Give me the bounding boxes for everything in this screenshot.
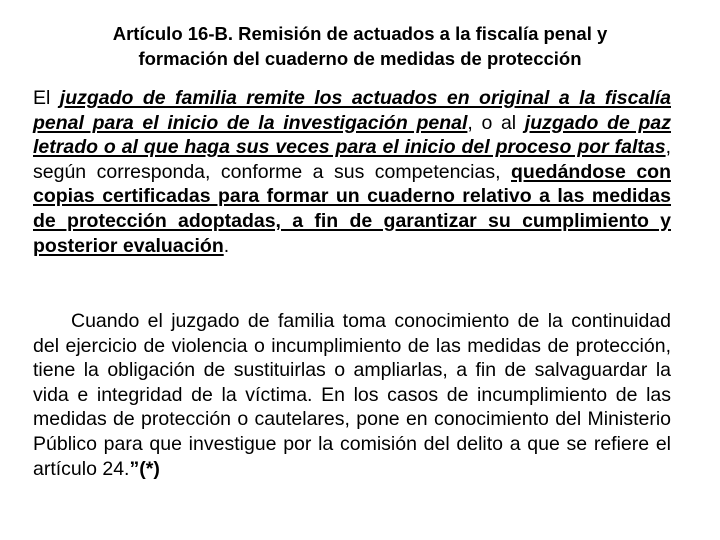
article-title [40, 21, 680, 71]
paragraph-1-end: . [223, 234, 230, 257]
paragraph-1-middle: , según corresponda, conforme a sus competencias, [33, 136, 671, 183]
paragraph-2-text: Cuando el juzgado de familia toma conocimiento de la continuidad del ejercicio de violencia o incumplimiento de las medidas de protección, tiene la obligación de sustituirlas o ampliarlas, a fin de salvaguardar la vida e integridad de la víctima. En los casos de incumplimiento de las medidas de protección o cautelares, pone en conocimiento del Ministerio Público para que investigue por la comisión del delito a que se refiere el artículo 24. [33, 310, 671, 480]
paragraph-1-lead: El [33, 87, 60, 109]
paragraph-2-closing: ”(*) [129, 457, 160, 480]
paragraph-1 [33, 86, 671, 258]
paragraph-2 [33, 309, 671, 481]
article-title-line-2: formación del cuaderno de medidas de protección [138, 48, 582, 69]
paragraph-1-emphasis-fiscalia: juzgado de familia remite los actuados en original a la fiscalía penal para el inicio de la investigación penal [33, 87, 671, 134]
paragraph-1-connector: , o al [467, 111, 525, 134]
paragraph-1-emphasis-cuaderno: quedándose con copias certificadas para formar un cuaderno relativo a las medidas de protección adoptadas, a fin de garantizar su cumplimiento y posterior evaluación [33, 160, 671, 257]
paragraph-1-emphasis-juzgado-paz: juzgado de paz letrado o al que haga sus veces para el inicio del proceso por faltas [33, 111, 671, 159]
article-title-line-1: Artículo 16-B. Remisión de actuados a la fiscalía penal y [112, 23, 608, 44]
